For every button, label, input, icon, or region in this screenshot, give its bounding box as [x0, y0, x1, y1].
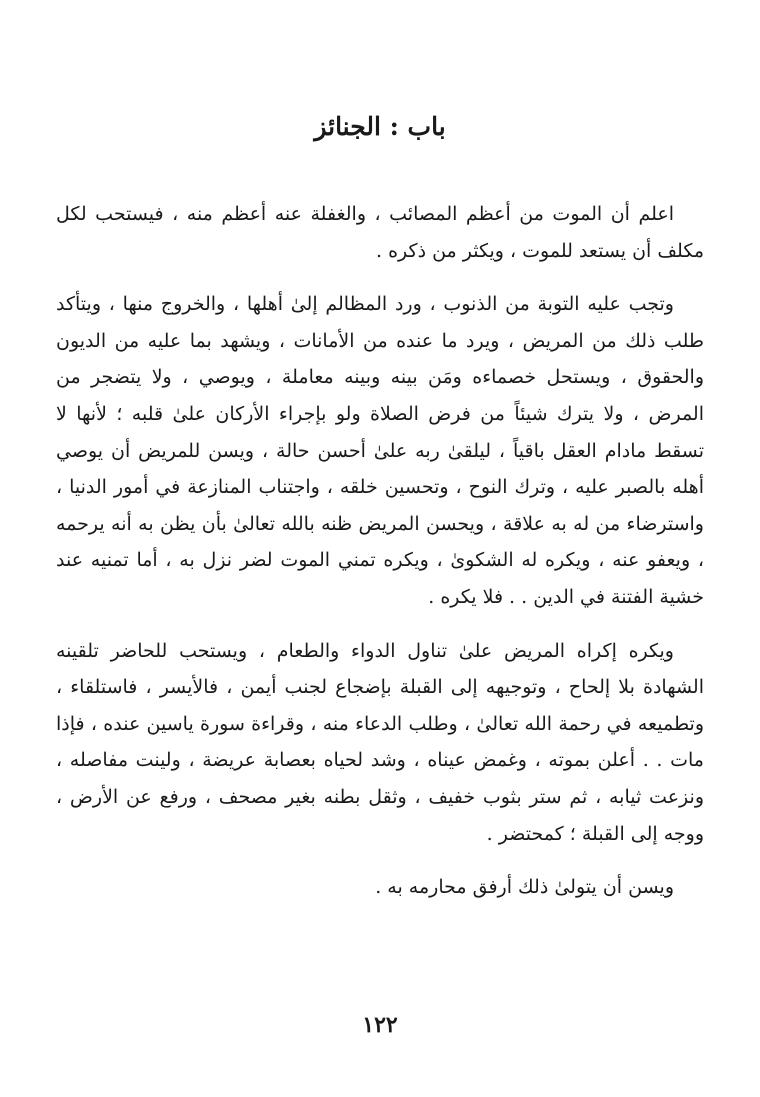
paragraph-repentance: وتجب عليه التوبة من الذنوب ، ورد المظالم إلىٰ أهلها ، والخروج منها ، ويتأكد طلب ذلك من المريض ، ويرد ما عنده من الأمانات ، ويشهد بما عليه من الديون والحقوق ، ويستحل خصماءه ومَن بينه وبينه معاملة ، ويوصي ، ولا يتضجر من المرض ، ولا يترك شيئاً من فرض الصلاة ولو بإجراء الأركان علىٰ قلبه ؛ لأنها لا تسقط مادام العقل باقياً ، ليلقىٰ ربه علىٰ أحسن حالة ، ويسن للمريض أن يوصي أهله بالصبر عليه ، وترك النوح ، وتحسين خلقه ، واجتناب المنازعة في أمور الدنيا ، واسترضاء من له به علاقة ، ويحسن المريض ظنه بالله تعالىٰ بأن يظن به أنه يرحمه ، ويعفو عنه ، ويكره له الشكوىٰ ، ويكره تمني الموت لضر نزل به ، أما تمنيه عند خشية الفتنة في الدين . . فلا يكره . — [56, 293, 704, 608]
paragraph-dying-person: ويكره إكراه المريض علىٰ تناول الدواء والطعام ، ويستحب للحاضر تلقينه الشهادة بلا إلحاح ، وتوجيهه إلى القبلة بإضجاع لجنب أيمن ، فالأيسر ، فاستلقاء ، وتطميعه في رحمة الله تعالىٰ ، وطلب الدعاء منه ، وقراءة سورة ياسين عنده ، فإذا مات . . أعلن بموته ، وغمض عيناه ، وشد لحياه بعصابة عريضة ، ولينت مفاصله ، ونزعت ثيابه ، ثم ستر بثوب خفيف ، وثقل بطنه بغير مصحف ، ورفع عن الأرض ، ووجه إلى القبلة ؛ كمحتضر . — [56, 639, 704, 845]
body-text — [56, 196, 704, 906]
chapter-heading: باب : الجنائز — [314, 112, 446, 141]
paragraph-closest-relative: ويسن أن يتولىٰ ذلك أرفق محارمه به . — [375, 876, 674, 899]
paragraph-death-preparation: اعلم أن الموت من أعظم المصائب ، والغفلة عنه أعظم منه ، فيستحب لكل مكلف أن يستعد للموت ، ويكثر من ذكره . — [56, 203, 704, 262]
page-number: ١٢٢ — [362, 1012, 398, 1038]
